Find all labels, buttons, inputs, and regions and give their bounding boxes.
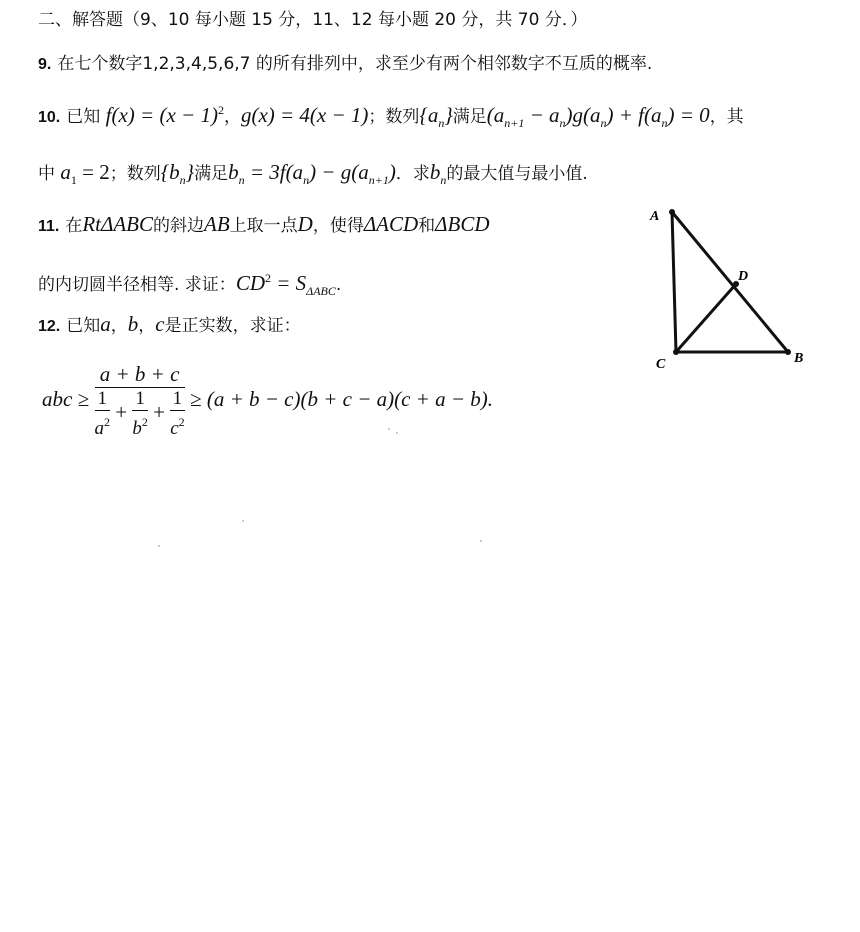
scan-speck xyxy=(396,432,398,434)
separator: ， xyxy=(110,316,128,336)
inequality-rhs: ≥ (a + b − c)(b + c − a)(c + a − b). xyxy=(190,387,494,411)
plus-sign: + xyxy=(115,399,128,424)
question-text: 在 xyxy=(65,216,83,236)
separator: ， xyxy=(223,107,241,127)
reciprocal-a2: $\frac{1}{a^2}$ xyxy=(94,388,111,439)
recurrence-equation: $(a_{n+1} - a_n)g(a_n) + f(a_n) = 0$ xyxy=(486,103,710,130)
label-c: C xyxy=(656,357,666,372)
segment-cd xyxy=(676,284,736,352)
question-text: 满足 xyxy=(452,107,487,127)
question-text: 是正实数，求证： xyxy=(164,316,301,336)
question-text: 和 xyxy=(418,216,436,236)
main-fraction xyxy=(95,362,185,440)
question-number: 12. xyxy=(38,318,61,335)
bn-definition: $b_n = 3f(a_n) - g(a_{n+1})$ xyxy=(228,160,396,187)
question-text: ；数列 xyxy=(368,107,420,127)
label-d: D xyxy=(738,269,749,284)
f-definition: $f(x) = (x - 1)^2$ xyxy=(105,103,224,127)
question-10-line-2 xyxy=(38,158,588,194)
question-number: 10. xyxy=(38,109,61,126)
section-heading-text: 二、解答题（9、10 每小题 15 分，11、12 每小题 20 分，共 70 分．） xyxy=(38,10,588,30)
question-number: 11. xyxy=(38,218,60,235)
question-11-line-1 xyxy=(38,210,490,241)
question-text: ，使得 xyxy=(312,216,364,236)
question-9 xyxy=(38,50,652,79)
sequence-a: $\{a_n\}$ xyxy=(419,103,453,130)
point-d: D xyxy=(297,212,313,236)
question-text: 的内切圆半径相等. 求证： xyxy=(38,275,236,295)
section-heading xyxy=(38,6,587,34)
question-text: 上取一点 xyxy=(229,216,298,236)
scan-speck xyxy=(480,540,482,542)
var-a: a xyxy=(100,312,111,336)
question-12-line-1 xyxy=(38,310,301,341)
vertex-a xyxy=(669,209,675,215)
reciprocal-c2: $\frac{1}{c^2}$ xyxy=(170,388,185,439)
label-b: B xyxy=(794,351,804,366)
var-c: c xyxy=(155,312,165,336)
triangle-acd: ΔACD xyxy=(363,212,419,236)
separator: ， xyxy=(138,316,156,336)
label-a: A xyxy=(650,209,660,224)
triangle-abc: RtΔABC xyxy=(82,212,154,236)
fraction-denominator xyxy=(95,388,185,440)
question-text: ；数列 xyxy=(109,164,161,184)
g-definition: g(x) = 4(x − 1) xyxy=(240,103,369,127)
triangle-diagram xyxy=(640,196,820,380)
triangle-bcd: ΔBCD xyxy=(435,212,490,236)
fraction-numerator: a + b + c xyxy=(95,362,185,388)
question-11-line-2 xyxy=(38,264,341,305)
var-b: b xyxy=(127,312,139,336)
bn-symbol: $b_n$ xyxy=(429,160,447,187)
question-text: ，其 xyxy=(709,107,744,127)
period: . xyxy=(335,275,342,295)
question-number: 9. xyxy=(38,56,52,73)
question-text: 中 xyxy=(38,164,55,184)
question-text: 已知 xyxy=(66,107,101,127)
question-text: 已知 xyxy=(66,316,101,336)
question-text: 的最大值与最小值. xyxy=(446,164,588,184)
reciprocal-b2: $\frac{1}{b^2}$ xyxy=(132,388,148,439)
question-text: ．求 xyxy=(395,164,430,184)
side-ab xyxy=(672,212,788,352)
scan-speck xyxy=(158,545,160,547)
inequality xyxy=(42,362,493,440)
sequence-b: $\{b_n\}$ xyxy=(160,160,195,187)
side-ac xyxy=(672,212,676,352)
inequality-lhs: abc ≥ xyxy=(42,387,90,411)
question-text: 的斜边 xyxy=(153,216,205,236)
plus-sign: + xyxy=(153,399,165,424)
vertex-b xyxy=(785,349,791,355)
cd-equation: $CD^2 = S_{\Delta ABC}$ xyxy=(235,271,336,298)
question-text: 在七个数字1,2,3,4,5,6,7 的所有排列中，求至少有两个相邻数字不互质的概率. xyxy=(57,54,653,74)
segment-ab: AB xyxy=(204,212,230,236)
scan-speck xyxy=(242,520,244,522)
vertex-c xyxy=(673,349,679,355)
question-10-line-1 xyxy=(38,96,744,137)
initial-term: $a_1 = 2$ xyxy=(60,160,110,187)
question-text: 满足 xyxy=(194,164,229,184)
scan-speck xyxy=(388,428,390,430)
